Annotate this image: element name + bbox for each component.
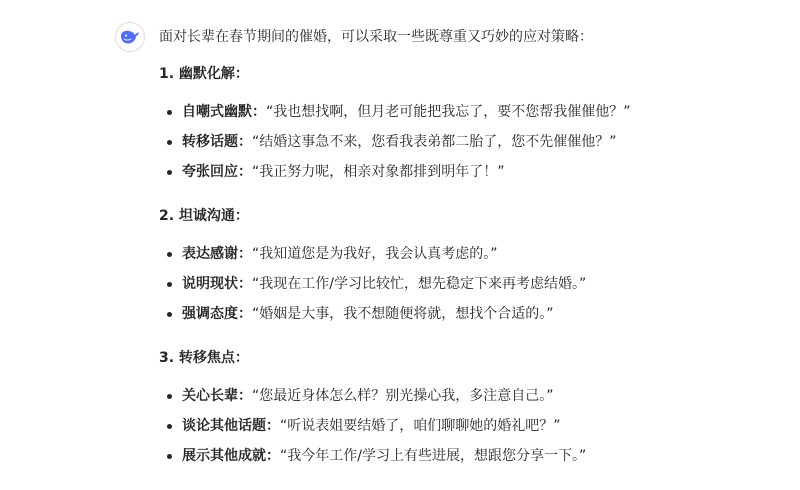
strategy-section — [159, 64, 789, 192]
item-text: “结婚这事急不来，您看我表弟都二胎了，您不先催催他？” — [252, 134, 617, 150]
whale-logo-icon — [120, 29, 140, 45]
item-label: 表达感谢： — [182, 246, 252, 262]
list-item — [167, 274, 789, 304]
item-label: 强调态度： — [182, 306, 252, 322]
item-label: 说明现状： — [182, 276, 252, 292]
strategy-section — [159, 206, 789, 334]
item-text: “我知道您是为我好，我会认真考虑的。” — [252, 246, 498, 262]
list-item — [167, 132, 789, 162]
item-text: “听说表姐要结婚了，咱们聊聊她的婚礼吧？” — [280, 418, 561, 434]
section-title: 1. 幽默化解： — [159, 66, 249, 82]
message-intro: 面对长辈在春节期间的催婚，可以采取一些既尊重又巧妙的应对策略： — [159, 29, 593, 45]
list-item — [167, 304, 789, 334]
item-text: “我现在工作/学习比较忙，想先稳定下来再考虑结婚。” — [252, 276, 587, 292]
strategy-list — [159, 386, 789, 476]
list-item — [167, 102, 789, 132]
item-label: 展示其他成就： — [182, 448, 280, 464]
strategy-list — [159, 102, 789, 192]
item-text: “我也想找啊，但月老可能把我忘了，要不您帮我催催他？” — [266, 104, 631, 120]
item-label: 转移话题： — [182, 134, 252, 150]
list-item — [167, 244, 789, 274]
item-text: “婚姻是大事，我不想随便将就，想找个合适的。” — [252, 306, 554, 322]
item-label: 自嘲式幽默： — [182, 104, 266, 120]
item-text: “我今年工作/学习上有些进展，想跟您分享一下。” — [280, 448, 587, 464]
strategy-section — [159, 348, 789, 476]
list-item — [167, 416, 789, 446]
item-text: “您最近身体怎么样？别光操心我，多注意自己。” — [252, 388, 554, 404]
assistant-avatar — [115, 22, 145, 52]
item-label: 关心长辈： — [182, 388, 252, 404]
item-text: “我正努力呢，相亲对象都排到明年了！” — [252, 164, 505, 180]
list-item — [167, 162, 789, 192]
item-label: 夸张回应： — [182, 164, 252, 180]
strategy-list — [159, 244, 789, 334]
list-item — [167, 386, 789, 416]
section-title: 3. 转移焦点： — [159, 350, 249, 366]
item-label: 谈论其他话题： — [182, 418, 280, 434]
list-item — [167, 446, 789, 476]
section-title: 2. 坦诚沟通： — [159, 208, 249, 224]
assistant-message — [159, 26, 789, 490]
